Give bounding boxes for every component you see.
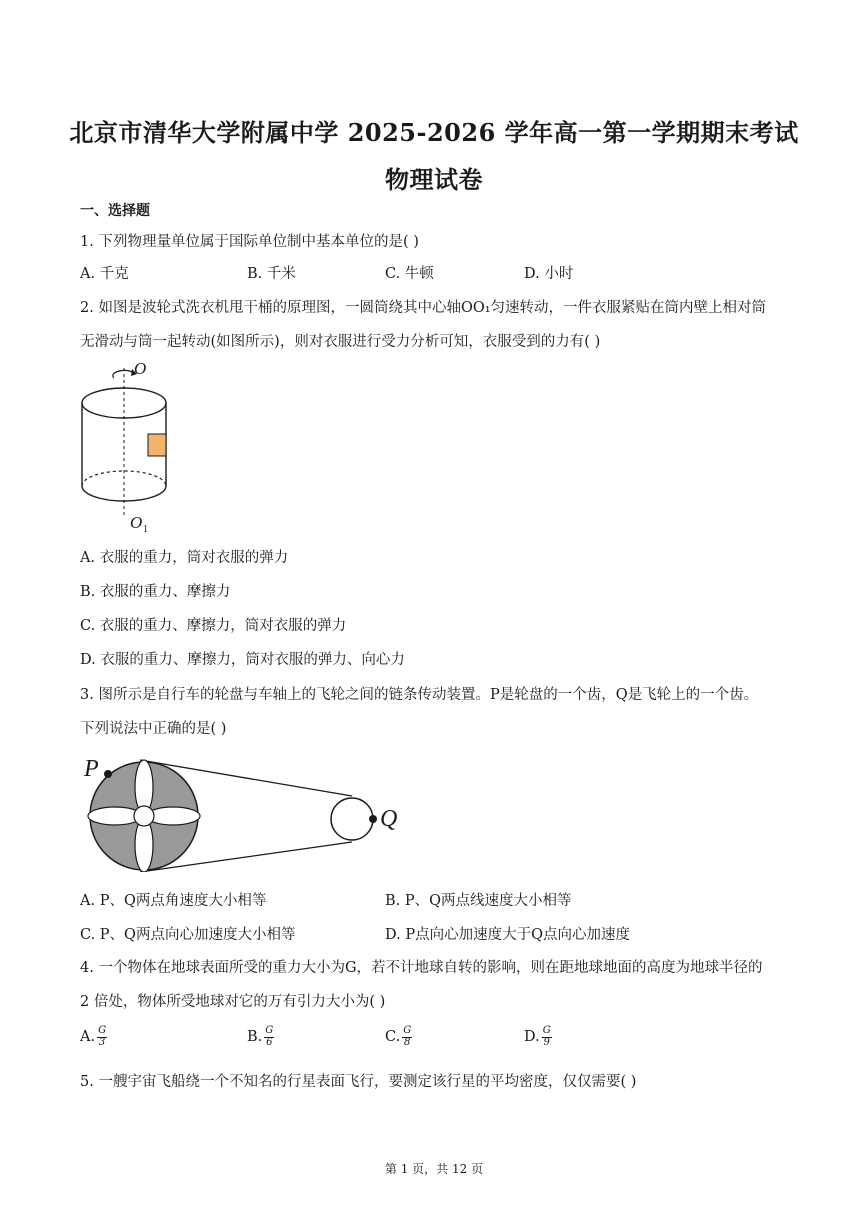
question-3-stem-line1: 3. 图所示是自行车的轮盘与车轴上的飞轮之间的链条传动装置。P是轮盘的一个齿，Q是飞轮上的一个齿。 — [80, 687, 759, 703]
denominator: 6 — [266, 1036, 273, 1048]
question-5-stem: 5. 一艘宇宙飞船绕一个不知名的行星表面飞行，要测定该行星的平均密度，仅仅需要( ) — [80, 1074, 637, 1090]
axis-label-bottom: O — [130, 513, 143, 532]
q4-option-d-label: D. — [524, 1029, 540, 1045]
point-q — [369, 815, 377, 823]
denominator: 8 — [404, 1036, 411, 1048]
page-footer: 第 1 页，共 12 页 — [384, 1162, 484, 1176]
fraction — [264, 1026, 274, 1048]
fraction — [542, 1026, 552, 1048]
fraction — [97, 1026, 107, 1048]
axis-label-top: O — [134, 359, 147, 378]
numerator: G — [403, 1025, 412, 1036]
q1-option-b: B. 千米 — [247, 266, 296, 282]
question-4-stem-line1: 4. 一个物体在地球表面所受的重力大小为G，若不计地球自转的影响，则在距地球地面的高度为地球半径的 — [80, 960, 763, 976]
label-q: Q — [380, 806, 398, 832]
denominator: 3 — [98, 1036, 106, 1048]
point-p — [104, 770, 112, 778]
q4-option-c-label: C. — [385, 1029, 401, 1045]
q3-option-d: D. P点向心加速度大于Q点向心加速度 — [385, 927, 630, 943]
numerator: G — [542, 1025, 551, 1036]
q1-option-c: C. 牛顿 — [385, 266, 434, 282]
q2-option-d: D. 衣服的重力、摩擦力，筒对衣服的弹力、向心力 — [80, 652, 405, 668]
freewheel — [331, 798, 373, 840]
question-2-stem-line2: 无滑动与筒一起转动(如图所示)，则对衣服进行受力分析可知，衣服受到的力有( ) — [80, 334, 601, 350]
q2-option-b: B. 衣服的重力、摩擦力 — [80, 584, 231, 600]
axis-label-bottom-sub: 1 — [143, 524, 148, 534]
document-title: 北京市清华大学附属中学 2025-2026 学年高一第一学期期末考试 — [69, 118, 799, 147]
q4-option-d — [524, 1026, 552, 1048]
question-2-stem-line1: 2. 如图是波轮式洗衣机甩干桶的原理图，一圆筒绕其中心轴OO₁匀速转动，一件衣服紧贴在筒内壁上相对筒 — [80, 300, 767, 316]
label-p: P — [84, 756, 99, 782]
q2-option-c: C. 衣服的重力、摩擦力，筒对衣服的弹力 — [80, 618, 347, 634]
question-1-stem: 1. 下列物理量单位属于国际单位制中基本单位的是( ) — [80, 234, 419, 250]
q4-option-a — [80, 1026, 107, 1048]
q4-option-c — [385, 1026, 412, 1048]
q3-option-a: A. P、Q两点角速度大小相等 — [80, 893, 267, 909]
section-heading: 一、选择题 — [80, 203, 150, 219]
question-4-stem-line2: 2 倍处，物体所受地球对它的万有引力大小为( ) — [80, 994, 386, 1010]
q4-option-b-label: B. — [247, 1029, 263, 1045]
chain-drive-figure — [80, 748, 420, 872]
q1-option-a: A. 千克 — [80, 266, 129, 282]
document-subtitle: 物理试卷 — [385, 165, 483, 194]
q4-option-b — [247, 1026, 274, 1048]
q4-option-a-label: A. — [80, 1029, 96, 1045]
rotating-drum-figure — [76, 358, 186, 534]
numerator: G — [265, 1025, 274, 1036]
denominator: 9 — [543, 1036, 550, 1048]
question-3-stem-line2: 下列说法中正确的是( ) — [80, 721, 227, 737]
q3-option-c: C. P、Q两点向心加速度大小相等 — [80, 927, 296, 943]
cloth-piece — [148, 434, 166, 456]
numerator: G — [98, 1025, 107, 1036]
fraction — [402, 1026, 412, 1048]
q2-option-a: A. 衣服的重力，筒对衣服的弹力 — [80, 550, 289, 566]
q3-option-b: B. P、Q两点线速度大小相等 — [385, 893, 572, 909]
q1-option-d: D. 小时 — [524, 266, 574, 282]
